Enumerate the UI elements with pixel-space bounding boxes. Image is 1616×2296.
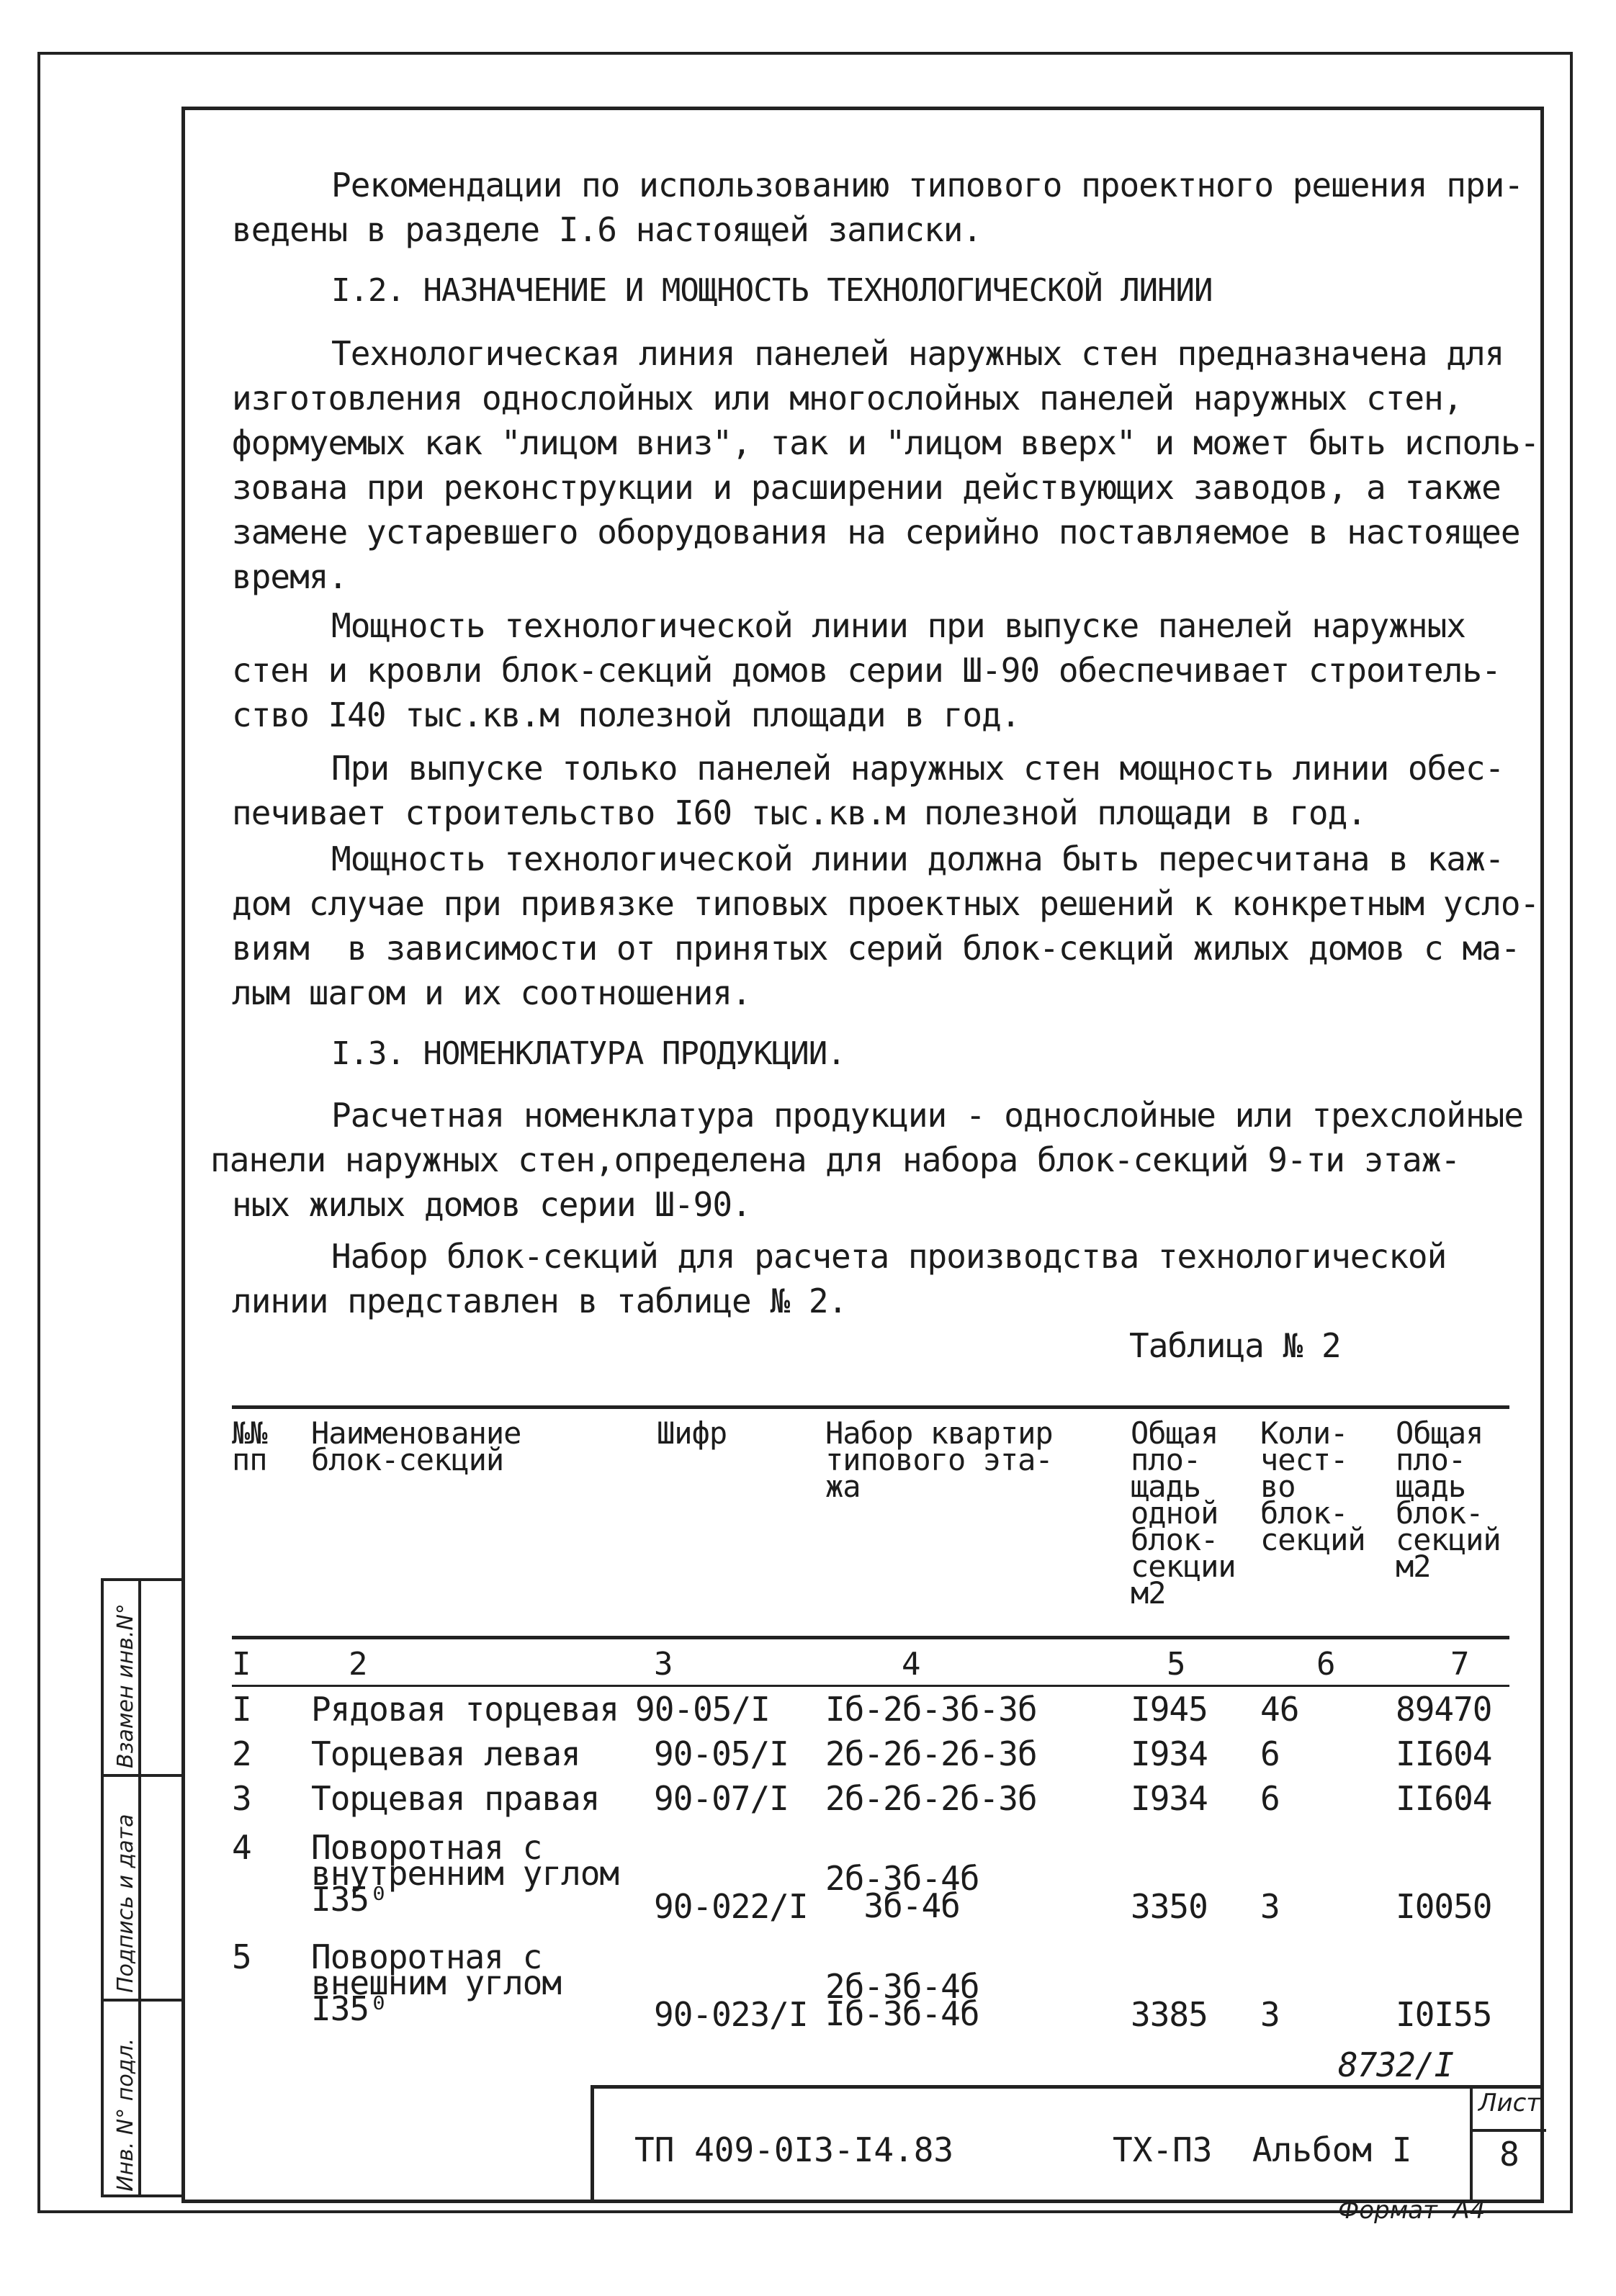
side-row-replace [104,1581,181,1777]
cell-count: 3 [1260,1887,1280,1926]
format-label: Формат А4 [1338,2196,1486,2225]
table-header-rule [232,1636,1509,1639]
cell-name: Торцевая правая [311,1779,600,1818]
cell-num: 5 [232,1937,251,1976]
header-count: Коли- чест- во блок- секций [1260,1415,1365,1557]
cell-area-total: I0050 [1396,1887,1492,1926]
cell-area-total: 89470 [1396,1690,1492,1729]
section-heading: I.3. НОМЕНКЛАТУРА ПРОДУКЦИИ. [331,1035,845,1072]
cell-area-one: I945 [1131,1690,1208,1729]
column-number-rule [232,1685,1509,1687]
text-line: линии представлен в таблице № 2. [232,1282,848,1320]
sheet-number: 8 [1499,2135,1520,2174]
cell-num: I [232,1690,251,1729]
side-row-inventory [104,2002,181,2197]
text-line: Мощность технологической линии при выпуске панелей наружных [331,606,1465,645]
cell-count: 6 [1260,1734,1280,1773]
cell-set: Iб-2б-3б-3б [825,1690,1037,1729]
cell-area-one: I934 [1131,1779,1208,1818]
cell-count: 46 [1260,1690,1299,1729]
header-area-total: Общая пло- щадь блок- секций м2 [1396,1415,1501,1584]
cell-code: 90-023/I [654,1995,808,2034]
intro-line: Рекомендации по использованию типового проектного решения при- [331,166,1524,204]
column-number: 4 [902,1646,921,1683]
cell-set: 2б-3б-4б 3б-4б [825,1859,979,1925]
column-number: 7 [1450,1646,1470,1683]
sheet-label: Лист [1473,2089,1546,2132]
column-number: 2 [349,1646,368,1683]
side-label-replace: Взамен инв.N° [113,1603,138,1768]
cell-set: 2б-3б-4б Iб-3б-4б [825,1967,979,2033]
side-row-signature [104,1777,181,2002]
text-line: формуемых как "лицом вниз", так и "лицом вверх" и может быть исполь- [232,423,1540,462]
cell-area-total: II604 [1396,1734,1492,1773]
cell-count: 3 [1260,1995,1280,2034]
cell-area-one: I934 [1131,1734,1208,1773]
side-label-signature: Подпись и дата [113,1814,138,1993]
cell-count: 6 [1260,1779,1280,1818]
cell-area-one: 3350 [1131,1887,1208,1926]
side-label-inventory: Инв. N° подл. [113,2038,138,2192]
text-line: виям в зависимости от принятых серий блок-секций жилых домов с ма- [232,929,1520,968]
side-label-cell [111,1777,141,1999]
cell-code: 90-022/I [654,1887,808,1926]
table-top-rule [232,1405,1509,1409]
section-heading: I.2. НАЗНАЧЕНИЕ И МОЩНОСТЬ ТЕХНОЛОГИЧЕСКОЙ ЛИНИИ [331,272,1213,309]
text-line: панели наружных стен,определена для набора блок-секций 9-ти этаж- [210,1140,1460,1179]
text-line: ных жилых домов серии Ш-90. [232,1185,751,1224]
cell-area-total: I0I55 [1396,1995,1492,2034]
column-number: 3 [654,1646,673,1683]
inventory-number: 8732/I [1338,2045,1454,2084]
text-line: Мощность технологической линии должна быть пересчитана в каж- [331,839,1504,878]
text-line: стен и кровли блок-секций домов серии Ш-90 обеспечивает строитель- [232,651,1501,690]
side-label-cell [111,2002,141,2197]
text-line: ство I40 тыс.кв.м полезной площади в год. [232,695,1020,734]
cell-num: 4 [232,1828,251,1867]
cell-name: Рядовая торцевая [311,1690,619,1729]
header-code: Шифр [657,1415,727,1451]
text-line: Технологическая линия панелей наружных стен предназначена для [331,334,1504,373]
cell-set: 2б-2б-2б-3б [825,1734,1037,1773]
text-line: лым шагом и их соотношения. [232,973,751,1012]
side-label-cell [111,1581,141,1774]
cell-area-one: 3385 [1131,1995,1208,2034]
column-number: 5 [1167,1646,1186,1683]
title-block [591,2085,1543,2202]
side-stamp [101,1578,181,2197]
cell-area-total: II604 [1396,1779,1492,1818]
cell-name: Торцевая левая [311,1734,580,1773]
cell-name: Поворотная с внутренним углом I35⁰ [311,1828,619,1919]
cell-name: Поворотная с внешним углом I35⁰ [311,1937,562,2028]
cell-code: 90-05/I [654,1734,789,1773]
header-num: №№ пп [232,1415,267,1477]
sheet-box [1470,2089,1546,2202]
cell-num: 2 [232,1734,251,1773]
text-line: время. [232,557,348,596]
column-number: I [232,1646,251,1683]
cell-code: 90-07/I [654,1779,789,1818]
text-line: замене устаревшего оборудования на серийно поставляемое в настоящее [232,513,1520,552]
text-line: дом случае при привязке типовых проектных решений к конкретным усло- [232,884,1540,923]
album-label: ТХ-ПЗ Альбом I [1113,2130,1412,2169]
text-line: Расчетная номенклатура продукции - однослойные или трехслойные [331,1096,1524,1135]
header-area-one: Общая пло- щадь одной блок- секции м2 [1131,1415,1236,1611]
header-set: Набор квартир типового эта- жа [825,1415,1053,1504]
table-caption: Таблица № 2 [1129,1326,1341,1365]
text-line: Набор блок-секций для расчета производства технологической [331,1237,1447,1276]
text-line: При выпуске только панелей наружных стен мощность линии обес- [331,749,1504,788]
header-name: Наименование блок-секций [311,1415,521,1477]
cell-code: 90-05/I [635,1690,770,1729]
cell-num: 3 [232,1779,251,1818]
text-line: печивает строительство I60 тыс.кв.м полезной площади в год. [232,793,1366,832]
text-line: изготовления однослойных или многослойных панелей наружных стен, [232,379,1463,418]
column-number: 6 [1316,1646,1336,1683]
text-line: зована при реконструкции и расширении действующих заводов, а также [232,468,1501,507]
cell-set: 2б-2б-2б-3б [825,1779,1037,1818]
document-code: ТП 409-0I3-I4.83 [634,2130,954,2169]
intro-line: ведены в разделе I.6 настоящей записки. [232,210,982,249]
